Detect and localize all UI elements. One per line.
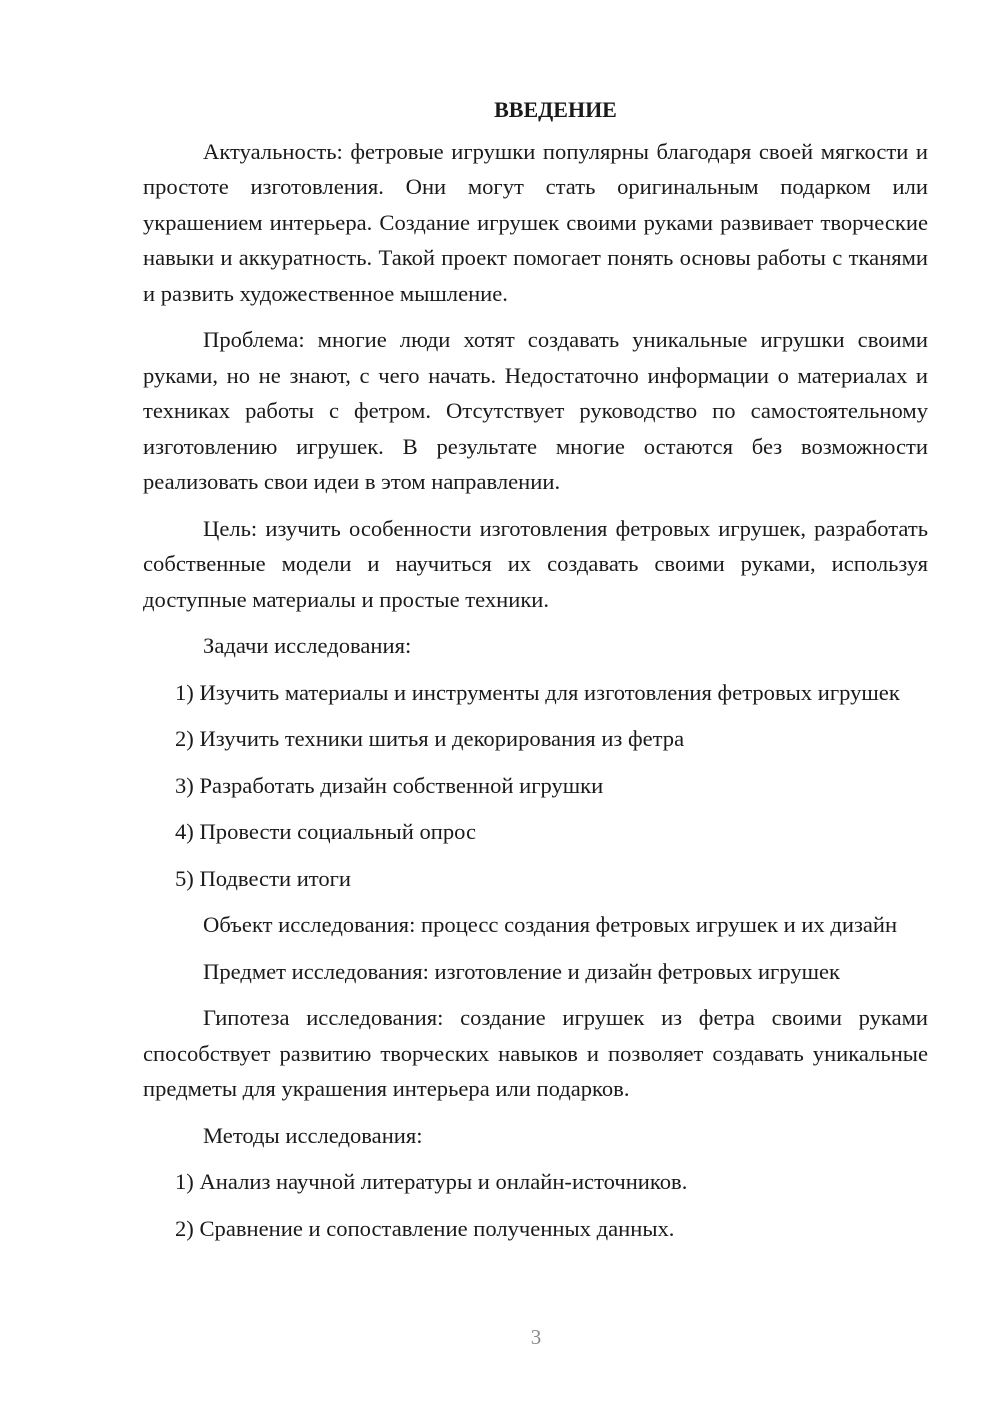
task-item-5: 5) Подвести итоги	[175, 865, 352, 891]
subject-paragraph: Предмет исследования: изготовление и дизайн фетровых игрушек	[203, 958, 841, 984]
goal-paragraph: Цель: изучить особенности изготовления фетровых игрушек, разработать собственные модели и научиться их создавать своими руками, используя доступные материалы и простые техники.	[143, 515, 928, 612]
page-title: ВВЕДЕНИЕ	[494, 97, 617, 122]
page-number: 3	[530, 1325, 542, 1349]
object-paragraph: Объект исследования: процесс создания фетровых игрушек и их дизайн	[203, 912, 898, 937]
hypothesis-paragraph: Гипотеза исследования: создание игрушек из фетра своими руками способствует развитию творческих навыков и позволяет создавать уникальные предметы для украшения интерьера или подарков.	[143, 1005, 928, 1101]
tasks-heading: Задачи исследования:	[203, 633, 412, 658]
methods-heading: Методы исследования:	[203, 1122, 423, 1148]
task-item-4: 4) Провести социальный опрос	[175, 819, 477, 844]
method-item-2: 2) Сравнение и сопоставление полученных данных.	[175, 1215, 675, 1241]
problem-paragraph: Проблема: многие люди хотят создавать уникальные игрушки своими руками, но не знают, с чего начать. Недостаточно информации о материалах и техниках работы с фетром. Отсутствует руководство по самостоятельному изготовлению игрушек. В результате многие остаются без возможности реализовать свои идеи в этом направлении.	[143, 327, 928, 494]
task-item-1: 1) Изучить материалы и инструменты для изготовления фетровых игрушек	[175, 679, 900, 705]
method-item-1: 1) Анализ научной литературы и онлайн-источников.	[175, 1169, 688, 1194]
document-page	[143, 92, 928, 1257]
task-item-2: 2) Изучить техники шитья и декорирования из фетра	[175, 726, 685, 751]
task-item-3: 3) Разработать дизайн собственной игрушки	[175, 772, 604, 798]
relevance-paragraph: Актуальность: фетровые игрушки популярны благодаря своей мягкости и простоте изготовления. Они могут стать оригинальным подарком или украшением интерьера. Создание игрушек своими руками развивает творческие навыки и аккуратность. Такой проект помогает понять основы работы с тканями и развить художественное мышление.	[143, 138, 928, 306]
